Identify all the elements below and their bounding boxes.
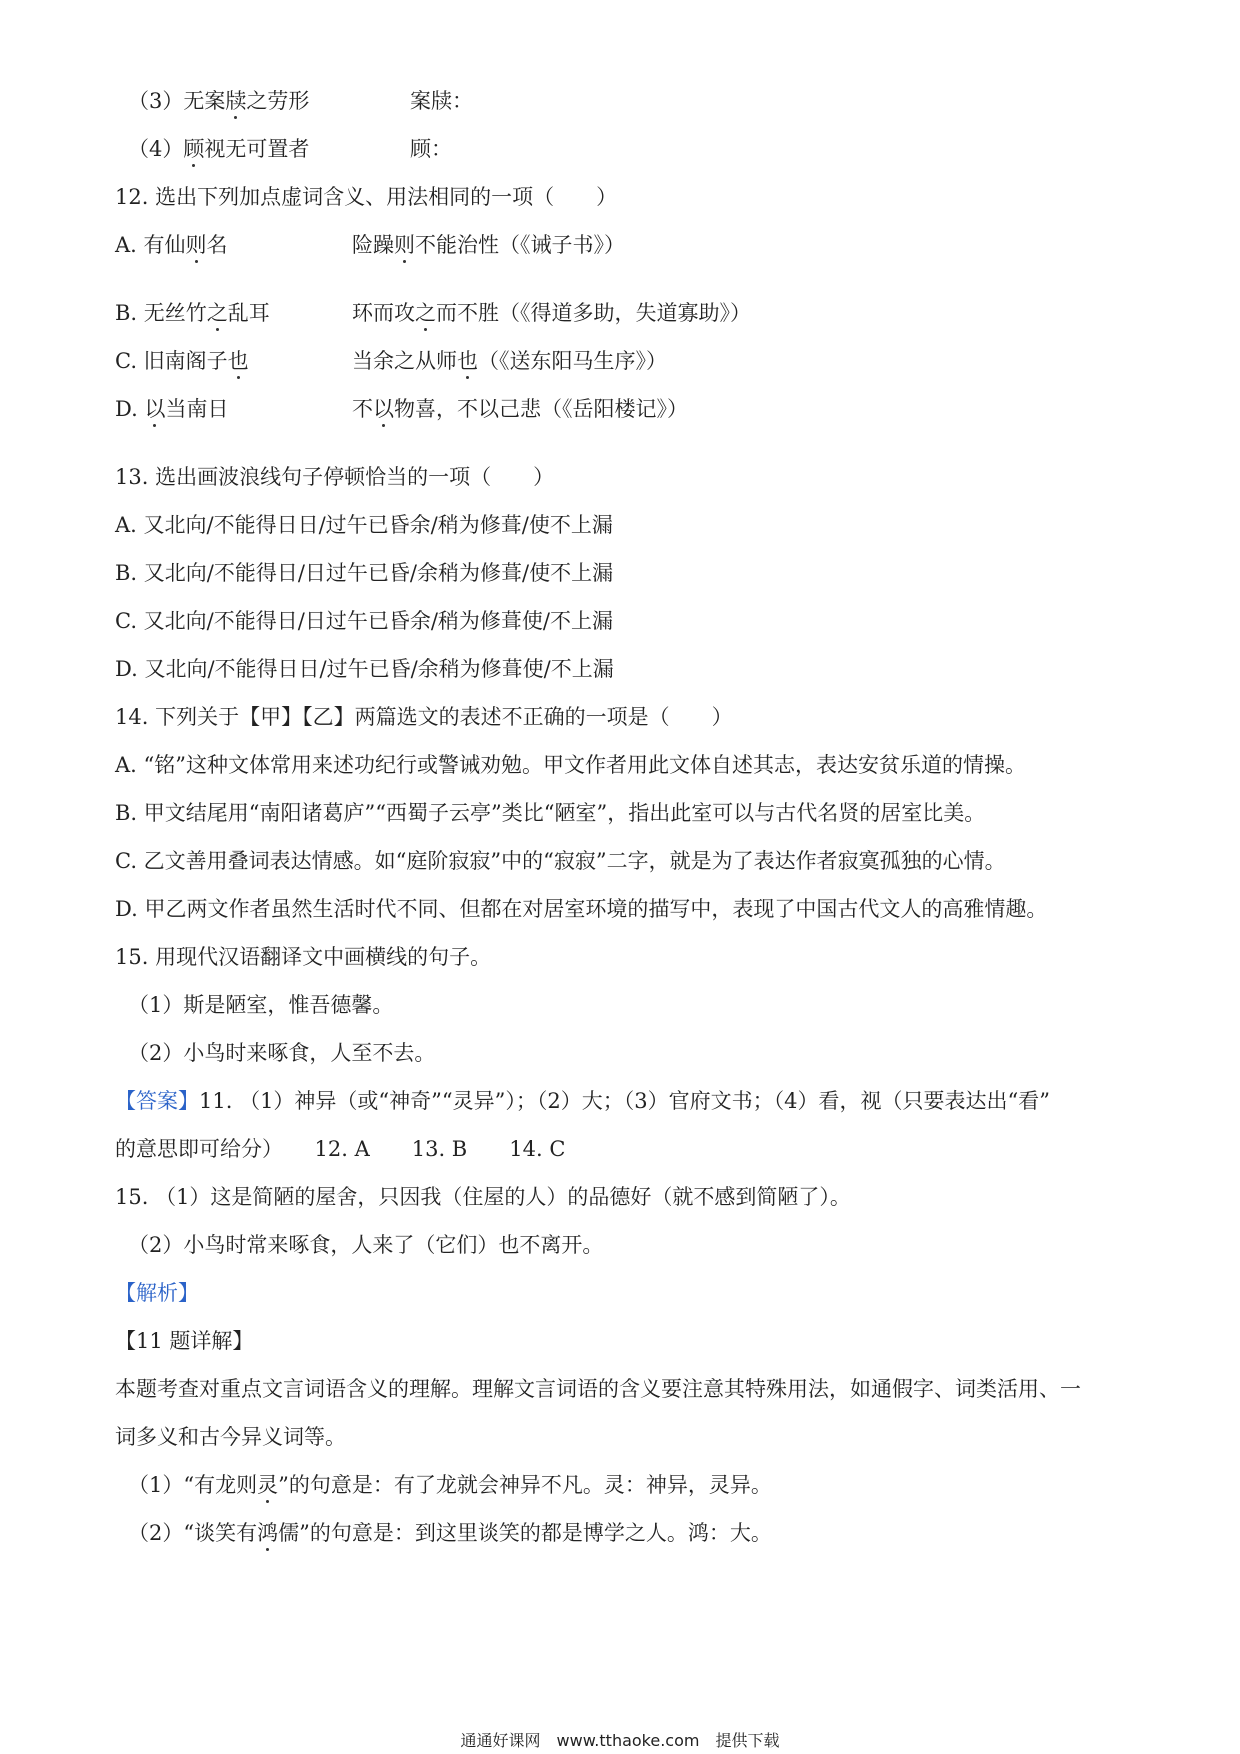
- q11-item-3: [128, 86, 309, 116]
- analysis-text: ”的句意是：有了龙就会神异不凡。灵：神异，灵异。: [278, 1473, 772, 1497]
- q12-option-a-right: [352, 230, 625, 260]
- q11-item-3-text-end: 之劳形: [246, 89, 310, 113]
- answer-text: 11. （1）神异（或“神奇”“灵异”）；（2）大；（3）官府文书；（4）看，视（只要表达出“看”: [199, 1089, 1050, 1113]
- q11-item-3-answer-label: 案牍：: [410, 89, 473, 113]
- page-footer: 通通好课网 www.tthaoke.com 提供下载: [460, 1731, 780, 1750]
- q13-option-b: B. 又北向/不能得日/日过午已昏/余稍为修葺/使不上漏: [115, 561, 614, 585]
- q14-option-a: A. “铭”这种文体常用来述功纪行或警诫劝勉。甲文作者用此文体自述其志，表达安贫乐道的情操。: [115, 753, 1026, 777]
- q12-option-c-right: [352, 346, 667, 376]
- q15-item-1: （1）斯是陋室，惟吾德馨。: [128, 993, 394, 1017]
- q14-option-d: D. 甲乙两文作者虽然生活时代不同、但都在对居室环境的描写中，表现了中国古代文人的高雅情趣。: [115, 897, 1048, 921]
- analysis-text: 儒”的句意是：到这里谈笑的都是博学之人。鸿：大。: [278, 1521, 772, 1545]
- q13-option-a: A. 又北向/不能得日日/过午已昏余/稍为修葺/使不上漏: [115, 513, 613, 537]
- q12-option-d-right: [352, 394, 688, 424]
- dotted-word: 也: [457, 349, 478, 373]
- q13-option-d: D. 又北向/不能得日日/过午已昏/余稍为修葺使/不上漏: [115, 657, 614, 681]
- dotted-word: 鸿: [257, 1521, 279, 1545]
- option-text: 环而攻: [352, 301, 415, 325]
- answer-line-4: （2）小鸟时常来啄食，人来了（它们）也不离开。: [128, 1233, 604, 1257]
- q12-option-d-left: [115, 394, 228, 424]
- dotted-word: 之: [415, 301, 436, 325]
- dotted-word: 之: [206, 301, 228, 325]
- q13-stem: 13. 选出画波浪线句子停顿恰当的一项（ ）: [115, 465, 555, 489]
- q14-option-c: C. 乙文善用叠词表达情感。如“庭阶寂寂”中的“寂寂”二字，就是为了表达作者寂寞孤独的心情。: [115, 849, 1006, 873]
- q14-option-b: B. 甲文结尾用“南阳诸葛庐”“西蜀子云亭”类比“陋室”，指出此室可以与古代名贤的居室比美。: [115, 801, 986, 825]
- option-text: C. 旧南阁子: [115, 349, 228, 373]
- answer-line-1: [115, 1086, 1050, 1116]
- analysis-tag: 【解析】: [115, 1281, 199, 1305]
- q15-stem: 15. 用现代汉语翻译文中画横线的句子。: [115, 945, 492, 969]
- answer-line-2: 的意思即可给分） 12. A 13. B 14. C: [115, 1137, 566, 1161]
- option-text: 当余之从师: [352, 349, 457, 373]
- q12-option-b-right: [352, 298, 751, 328]
- option-text: （《送东阳马生序》）: [478, 349, 667, 373]
- q11-item-3-text: （3）无案: [128, 89, 226, 113]
- analysis-item-2: [128, 1518, 772, 1548]
- option-text: 当南日: [165, 397, 229, 421]
- q11-item-4-text: （4）: [128, 137, 184, 161]
- dotted-word: 则: [185, 233, 207, 257]
- analysis-text: （2）“谈笑有: [128, 1521, 258, 1545]
- dotted-word: 灵: [257, 1473, 279, 1497]
- option-text: B. 无丝竹: [115, 301, 207, 325]
- analysis-heading: 【11 题详解】: [115, 1329, 254, 1353]
- option-text: A. 有仙: [115, 233, 186, 257]
- option-text: D.: [115, 397, 145, 421]
- q11-item-4-text-end: 视无可置者: [204, 137, 310, 161]
- answer-line-3: 15. （1）这是简陋的屋舍，只因我（住屋的人）的品德好（就不感到简陋了）。: [115, 1185, 851, 1209]
- q12-option-c-left: [115, 346, 249, 376]
- option-text: 物喜，不以己悲（《岳阳楼记》）: [394, 397, 688, 421]
- q11-item-4-answer-label: 顾：: [410, 137, 452, 161]
- analysis-paragraph-1: 本题考查对重点文言词语含义的理解。理解文言词语的含义要注意其特殊用法，如通假字、词类活用、一: [115, 1377, 1081, 1401]
- dotted-word: 也: [227, 349, 249, 373]
- q11-item-4: [128, 134, 309, 164]
- answer-tag: 【答案】: [115, 1089, 199, 1113]
- analysis-paragraph-2: 词多义和古今异义词等。: [115, 1425, 346, 1449]
- q13-option-c: C. 又北向/不能得日/日过午已昏余/稍为修葺使/不上漏: [115, 609, 613, 633]
- dotted-word: 以: [144, 397, 166, 421]
- q14-stem: 14. 下列关于【甲】【乙】两篇选文的表述不正确的一项是（ ）: [115, 705, 733, 729]
- q12-option-b-left: [115, 298, 270, 328]
- q12-stem: 12. 选出下列加点虚词含义、用法相同的一项（ ）: [115, 185, 618, 209]
- q15-item-2: （2）小鸟时来啄食，人至不去。: [128, 1041, 436, 1065]
- dotted-word: 牍: [225, 89, 247, 113]
- dotted-word: 顾: [183, 137, 205, 161]
- analysis-text: （1）“有龙则: [128, 1473, 258, 1497]
- dotted-word: 则: [394, 233, 415, 257]
- option-text: 险躁: [352, 233, 394, 257]
- option-text: 而不胜（《得道多助，失道寡助》）: [436, 301, 751, 325]
- option-text: 不能治性（《诫子书》）: [415, 233, 625, 257]
- option-text: 不: [352, 397, 373, 421]
- dotted-word: 以: [373, 397, 394, 421]
- analysis-item-1: [128, 1470, 772, 1500]
- option-text: 名: [206, 233, 228, 257]
- option-text: 乱耳: [227, 301, 270, 325]
- q12-option-a-left: [115, 230, 228, 260]
